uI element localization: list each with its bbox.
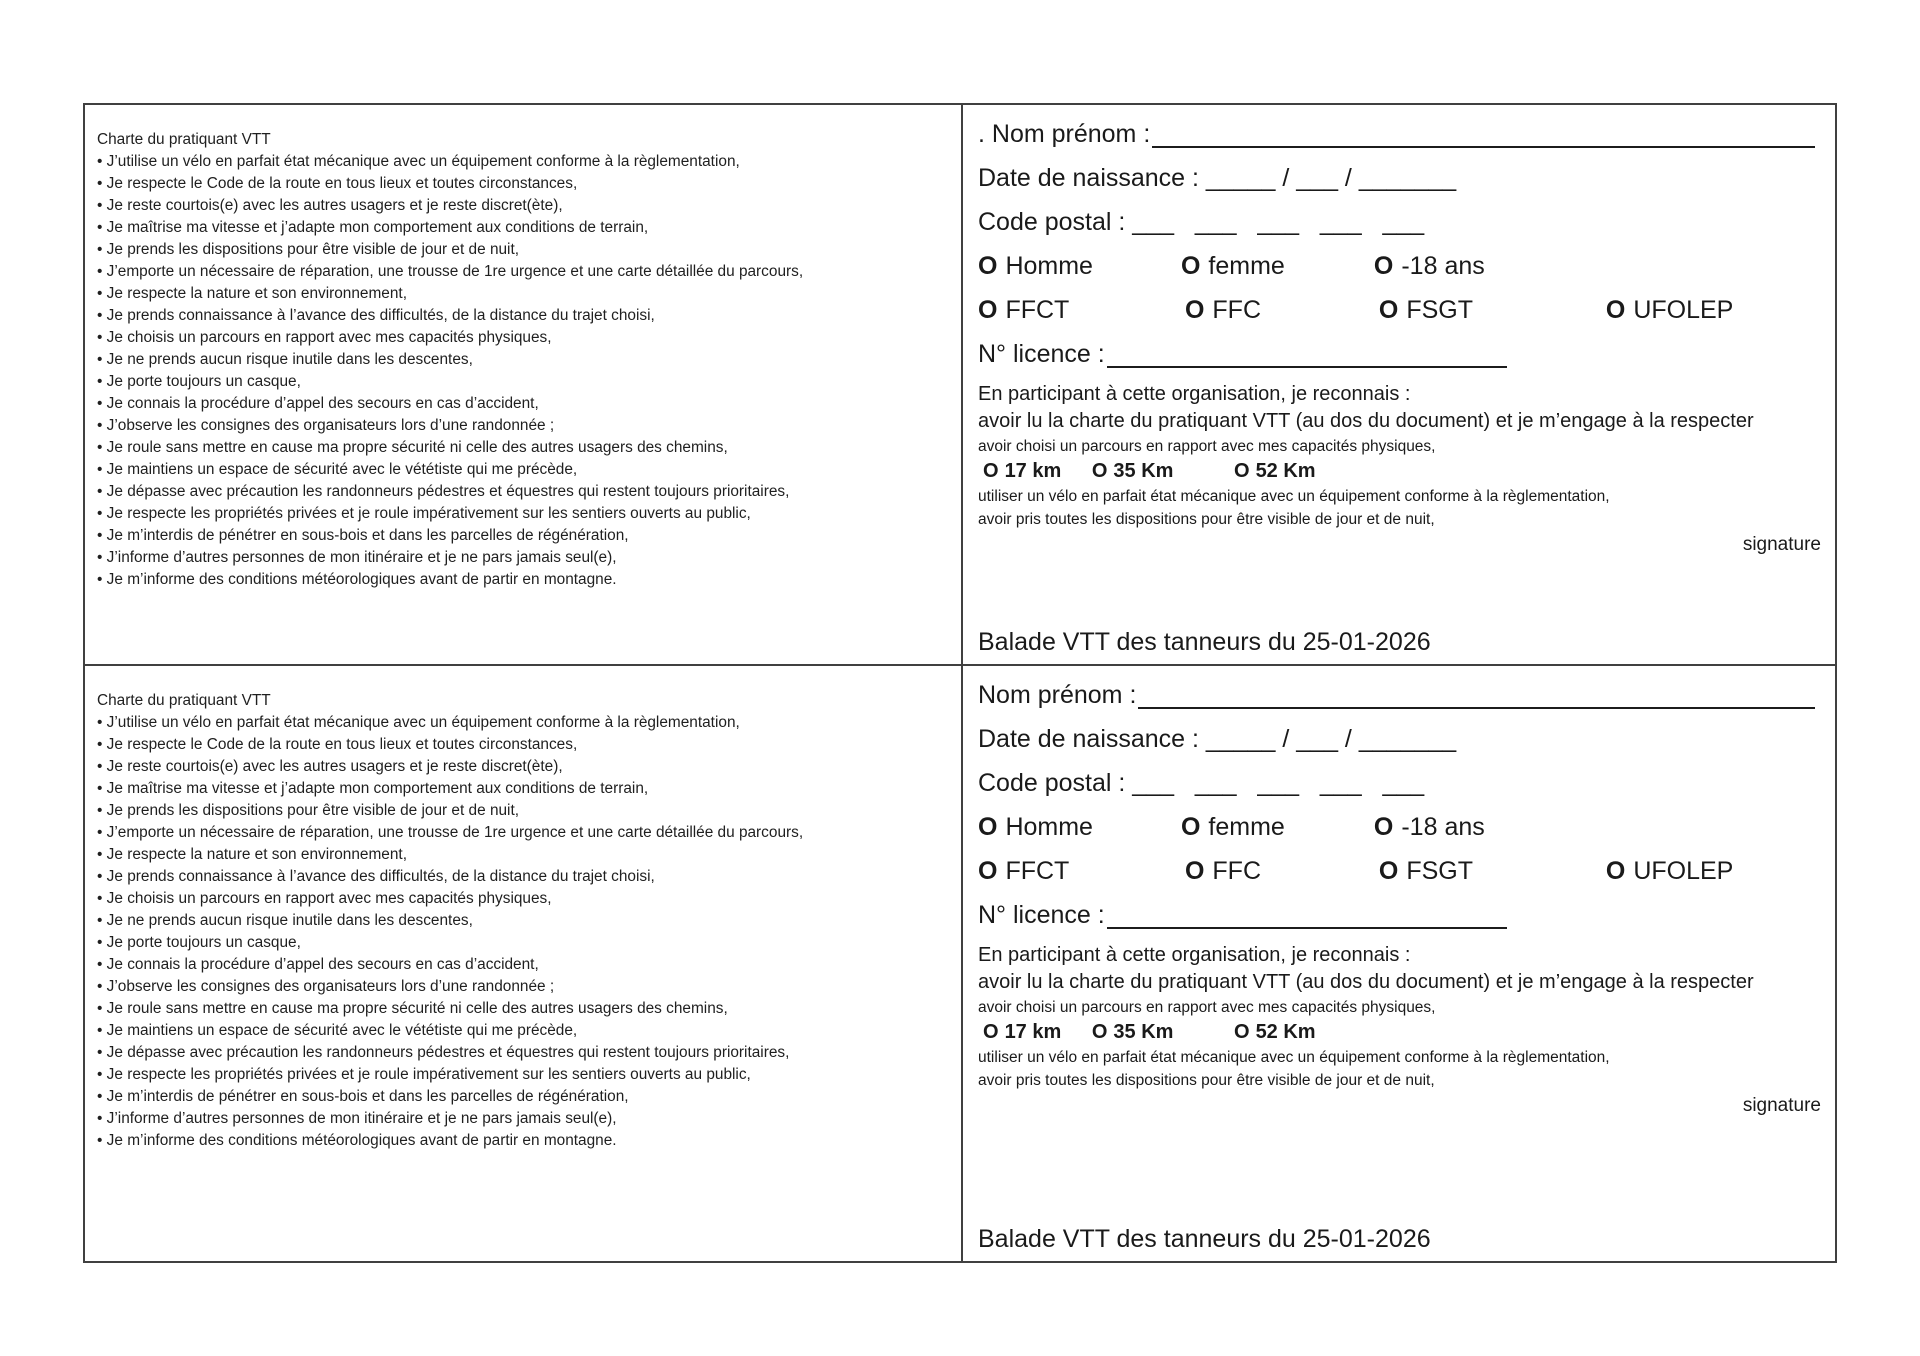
- distance-options-row: [978, 458, 1823, 485]
- ack-line-bike-condition: utiliser un vélo en parfait état mécanique avec un équipement conforme à la règlementation,: [978, 1049, 1610, 1066]
- radio-mark: O: [1184, 296, 1205, 324]
- option-label: 35 Km: [1113, 460, 1174, 482]
- radio-mark: O: [978, 813, 998, 841]
- charter-item: • Je choisis un parcours en rapport avec mes capacités physiques,: [97, 327, 947, 349]
- option-label: FSGT: [1406, 857, 1474, 885]
- charter-item: • J’utilise un vélo en parfait état mécanique avec un équipement conforme à la règlementation,: [97, 712, 947, 734]
- charter-item: • Je dépasse avec précaution les randonneurs pédestres et équestres qui restent toujours prioritaires,: [97, 481, 947, 503]
- charter-panel: [85, 105, 963, 664]
- option-52km: [1234, 1019, 1316, 1046]
- option-label: 17 km: [1004, 460, 1062, 482]
- option-label: UFOLEP: [1633, 857, 1734, 885]
- charter-item: • Je maîtrise ma vitesse et j’adapte mon comportement aux conditions de terrain,: [97, 217, 947, 239]
- birthdate-row: [978, 161, 1823, 195]
- signature-label: signature: [1742, 534, 1821, 555]
- radio-mark: O: [1184, 857, 1205, 885]
- signature-label: signature: [1742, 1095, 1821, 1116]
- charter-item: • Je roule sans mettre en cause ma propre sécurité ni celle des autres usagers des chemins,: [97, 437, 947, 459]
- option-label: 17 km: [1004, 1021, 1062, 1043]
- registration-panel: [963, 105, 1835, 664]
- charter-item: • Je respecte le Code de la route en tous lieux et toutes circonstances,: [97, 173, 947, 195]
- name-write-line: [1138, 679, 1815, 709]
- birthdate-label: Date de naissance :: [978, 725, 1206, 753]
- charter-item: • Je prends les dispositions pour être visible de jour et de nuit,: [97, 239, 947, 261]
- postal-code-blanks: ___ ___ ___ ___ ___: [1132, 208, 1425, 236]
- option-17km: [983, 458, 1061, 485]
- charter-item: • Je maintiens un espace de sécurité avec le vététiste qui me précède,: [97, 459, 947, 481]
- licence-label: N° licence :: [978, 901, 1105, 929]
- registration-form-1: [85, 105, 1835, 666]
- radio-mark: O: [1605, 296, 1626, 324]
- postal-code-label: Code postal :: [978, 208, 1133, 236]
- charter-item: • Je prends connaissance à l’avance des difficultés, de la distance du trajet choisi,: [97, 305, 947, 327]
- option-35km: [1092, 1019, 1174, 1046]
- charter-panel: [85, 666, 963, 1261]
- option-label: -18 ans: [1401, 813, 1485, 841]
- charter-list: [97, 712, 947, 1152]
- charter-item: • Je respecte les propriétés privées et je roule impérativement sur les sentiers ouverts au public,: [97, 1064, 947, 1086]
- name-field-row: [978, 117, 1823, 151]
- licence-write-line: [1107, 899, 1507, 929]
- charter-item: • Je respecte la nature et son environnement,: [97, 844, 947, 866]
- charter-item: • Je porte toujours un casque,: [97, 371, 947, 393]
- gender-options-row: [978, 810, 1823, 844]
- ack-line-read-charter: avoir lu la charte du pratiquant VTT (au dos du document) et je m’engage à la respecter: [978, 971, 1754, 993]
- radio-mark: O: [983, 460, 999, 482]
- radio-mark: O: [1091, 1021, 1108, 1043]
- option-label: FSGT: [1406, 296, 1474, 324]
- option-52km: [1234, 458, 1316, 485]
- postal-code-row: [978, 766, 1823, 800]
- option-label: Homme: [1005, 252, 1093, 280]
- option-fsgt: [1379, 293, 1599, 327]
- ack-line-chosen-course: avoir choisi un parcours en rapport avec mes capacités physiques,: [978, 999, 1436, 1016]
- charter-item: • J’informe d’autres personnes de mon itinéraire et je ne pars jamais seul(e),: [97, 547, 947, 569]
- option-label: FFC: [1212, 296, 1262, 324]
- registration-sheet: [83, 103, 1837, 1263]
- charter-item: • Je prends les dispositions pour être visible de jour et de nuit,: [97, 800, 947, 822]
- charter-item: • Je maintiens un espace de sécurité avec le vététiste qui me précède,: [97, 1020, 947, 1042]
- radio-mark: O: [983, 1021, 999, 1043]
- option-17km: [983, 1019, 1061, 1046]
- charter-heading: Charte du pratiquant VTT: [97, 692, 271, 709]
- federation-options-row: [978, 854, 1823, 888]
- charter-heading: Charte du pratiquant VTT: [97, 131, 271, 148]
- ack-line-bike-condition: utiliser un vélo en parfait état mécanique avec un équipement conforme à la règlementation,: [978, 488, 1610, 505]
- charter-item: • J’informe d’autres personnes de mon itinéraire et je ne pars jamais seul(e),: [97, 1108, 947, 1130]
- charter-item: • Je ne prends aucun risque inutile dans les descentes,: [97, 910, 947, 932]
- name-field-row: [978, 678, 1823, 712]
- distance-options-row: [978, 1019, 1823, 1046]
- option-label: femme: [1208, 252, 1285, 280]
- birthdate-blanks: _____ / ___ / _______: [1205, 164, 1457, 192]
- option-label: FFCT: [1005, 857, 1070, 885]
- option-label: 35 Km: [1113, 1021, 1174, 1043]
- radio-mark: O: [1373, 252, 1394, 280]
- name-label: Nom prénom :: [978, 681, 1137, 709]
- acknowledgement-intro: En participant à cette organisation, je reconnais :: [978, 944, 1411, 966]
- charter-item: • Je connais la procédure d’appel des secours en cas d’accident,: [97, 954, 947, 976]
- birthdate-blanks: _____ / ___ / _______: [1205, 725, 1457, 753]
- option-ffc: [1185, 854, 1372, 888]
- birthdate-row: [978, 722, 1823, 756]
- option-label: 52 Km: [1255, 460, 1316, 482]
- licence-row: [978, 337, 1823, 371]
- ack-line-visibility: avoir pris toutes les dispositions pour être visible de jour et de nuit,: [978, 511, 1435, 528]
- licence-row: [978, 898, 1823, 932]
- ack-line-visibility: avoir pris toutes les dispositions pour être visible de jour et de nuit,: [978, 1072, 1435, 1089]
- radio-mark: O: [1378, 296, 1399, 324]
- charter-item: • J’observe les consignes des organisateurs lors d’une randonnée ;: [97, 415, 947, 437]
- name-label: . Nom prénom :: [978, 120, 1151, 148]
- option-label: femme: [1208, 813, 1285, 841]
- radio-mark: O: [1373, 813, 1394, 841]
- federation-options-row: [978, 293, 1823, 327]
- radio-mark: O: [1234, 1021, 1250, 1043]
- option-label: Homme: [1005, 813, 1093, 841]
- gender-options-row: [978, 249, 1823, 283]
- option-ufolep: [1606, 854, 1733, 888]
- option-homme: [978, 810, 1174, 844]
- name-write-line: [1152, 118, 1815, 148]
- radio-mark: O: [1234, 460, 1250, 482]
- ack-line-chosen-course: avoir choisi un parcours en rapport avec mes capacités physiques,: [978, 438, 1436, 455]
- charter-item: • Je m’interdis de pénétrer en sous-bois et dans les parcelles de régénération,: [97, 1086, 947, 1108]
- charter-item: • Je reste courtois(e) avec les autres usagers et je reste discret(ète),: [97, 756, 947, 778]
- radio-mark: O: [978, 857, 998, 885]
- charter-item: • Je respecte la nature et son environnement,: [97, 283, 947, 305]
- charter-item: • Je respecte les propriétés privées et je roule impérativement sur les sentiers ouverts au public,: [97, 503, 947, 525]
- charter-item: • Je roule sans mettre en cause ma propre sécurité ni celle des autres usagers des chemins,: [97, 998, 947, 1020]
- radio-mark: O: [1378, 857, 1399, 885]
- option-label: FFC: [1212, 857, 1262, 885]
- event-title: Balade VTT des tanneurs du 25-01-2026: [978, 1225, 1431, 1253]
- charter-item: • Je ne prends aucun risque inutile dans les descentes,: [97, 349, 947, 371]
- postal-code-label: Code postal :: [978, 769, 1133, 797]
- option-ufolep: [1606, 293, 1733, 327]
- charter-item: • Je dépasse avec précaution les randonneurs pédestres et équestres qui restent toujours prioritaires,: [97, 1042, 947, 1064]
- radio-mark: O: [978, 296, 998, 324]
- birthdate-label: Date de naissance :: [978, 164, 1206, 192]
- option-homme: [978, 249, 1174, 283]
- option-femme: [1181, 810, 1367, 844]
- option-minor: [1374, 249, 1485, 283]
- charter-item: • Je m’informe des conditions météorologiques avant de partir en montagne.: [97, 569, 947, 591]
- radio-mark: O: [1180, 252, 1201, 280]
- option-ffct: [978, 293, 1178, 327]
- charter-item: • J’emporte un nécessaire de réparation, une trousse de 1re urgence et une carte détaillée du parcours,: [97, 261, 947, 283]
- charter-item: • Je m’informe des conditions météorologiques avant de partir en montagne.: [97, 1130, 947, 1152]
- option-femme: [1181, 249, 1367, 283]
- charter-item: • Je porte toujours un casque,: [97, 932, 947, 954]
- option-label: 52 Km: [1255, 1021, 1316, 1043]
- postal-code-blanks: ___ ___ ___ ___ ___: [1132, 769, 1425, 797]
- charter-item: • Je respecte le Code de la route en tous lieux et toutes circonstances,: [97, 734, 947, 756]
- charter-item: • Je prends connaissance à l’avance des difficultés, de la distance du trajet choisi,: [97, 866, 947, 888]
- option-label: -18 ans: [1401, 252, 1485, 280]
- charter-item: • Je maîtrise ma vitesse et j’adapte mon comportement aux conditions de terrain,: [97, 778, 947, 800]
- charter-list: [97, 151, 947, 591]
- radio-mark: O: [978, 252, 998, 280]
- option-label: FFCT: [1005, 296, 1070, 324]
- charter-item: • Je choisis un parcours en rapport avec mes capacités physiques,: [97, 888, 947, 910]
- radio-mark: O: [1180, 813, 1201, 841]
- ack-line-read-charter: avoir lu la charte du pratiquant VTT (au dos du document) et je m’engage à la respecter: [978, 410, 1754, 432]
- radio-mark: O: [1605, 857, 1626, 885]
- option-label: UFOLEP: [1633, 296, 1734, 324]
- option-ffc: [1185, 293, 1372, 327]
- licence-label: N° licence :: [978, 340, 1105, 368]
- option-ffct: [978, 854, 1178, 888]
- event-title: Balade VTT des tanneurs du 25-01-2026: [978, 628, 1431, 656]
- charter-item: • J’observe les consignes des organisateurs lors d’une randonnée ;: [97, 976, 947, 998]
- option-fsgt: [1379, 854, 1599, 888]
- option-35km: [1092, 458, 1174, 485]
- postal-code-row: [978, 205, 1823, 239]
- charter-item: • J’utilise un vélo en parfait état mécanique avec un équipement conforme à la règlementation,: [97, 151, 947, 173]
- registration-form-2: [85, 666, 1835, 1261]
- charter-item: • Je reste courtois(e) avec les autres usagers et je reste discret(ète),: [97, 195, 947, 217]
- licence-write-line: [1107, 338, 1507, 368]
- charter-item: • Je m’interdis de pénétrer en sous-bois et dans les parcelles de régénération,: [97, 525, 947, 547]
- option-minor: [1374, 810, 1485, 844]
- charter-item: • Je connais la procédure d’appel des secours en cas d’accident,: [97, 393, 947, 415]
- charter-item: • J’emporte un nécessaire de réparation, une trousse de 1re urgence et une carte détaillée du parcours,: [97, 822, 947, 844]
- radio-mark: O: [1091, 460, 1108, 482]
- acknowledgement-intro: En participant à cette organisation, je reconnais :: [978, 383, 1411, 405]
- registration-panel: [963, 666, 1835, 1261]
